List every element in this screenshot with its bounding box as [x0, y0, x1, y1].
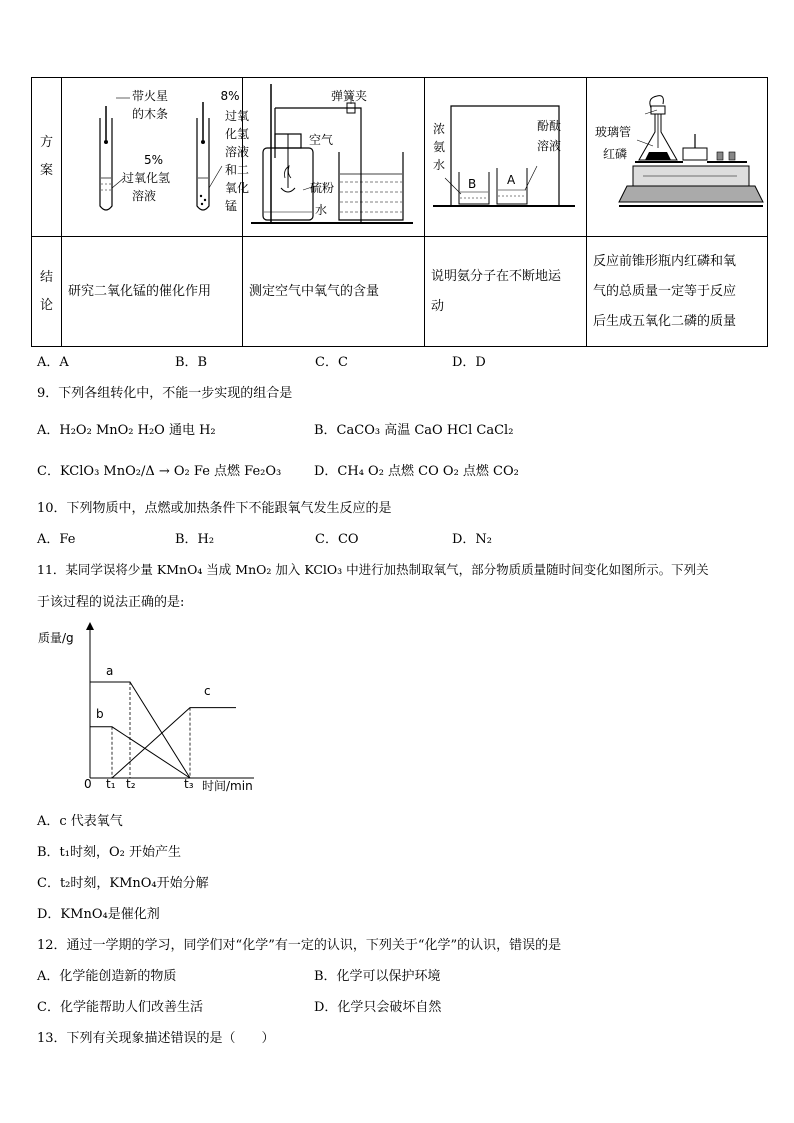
- q11-option-b[interactable]: B．t₁时刻，O₂ 开始产生: [37, 845, 181, 860]
- conclusion-4: 反应前锥形瓶内红磷和氧 气的总质量一定等于反应 后生成五氧化二磷的质量: [587, 237, 768, 347]
- label-ammonia-2: 氨: [433, 140, 446, 154]
- x-tick-0: 0: [84, 777, 92, 791]
- label-sulfur: 硫粉: [310, 181, 335, 195]
- label-beaker-b: B: [468, 177, 477, 191]
- q10-option-c[interactable]: C．CO: [315, 532, 359, 547]
- label-glass-tube: 玻璃管: [595, 125, 632, 139]
- q12-option-c[interactable]: C．化学能帮助人们改善生活: [37, 1000, 203, 1015]
- series-label-c: c: [204, 684, 211, 698]
- label-h2o2-8-4: 和二: [225, 163, 250, 177]
- label-h2o2-8-0: 8%: [220, 89, 240, 103]
- chart-series-group: [90, 682, 236, 778]
- q11-option-c[interactable]: C．t₂时刻，KMnO₄开始分解: [37, 876, 209, 891]
- label-splint-1: 带火星: [132, 89, 169, 103]
- q11-option-d[interactable]: D．KMnO₄是催化剂: [37, 907, 160, 922]
- conclusion-2: 测定空气中氧气的含量: [243, 237, 425, 347]
- mass-conservation-diagram: [587, 78, 767, 232]
- q10-stem: 10．下列物质中，点燃或加热条件下不能跟氧气发生反应的是: [37, 501, 392, 516]
- q12-option-d[interactable]: D．化学只会破坏自然: [314, 1000, 442, 1015]
- series-line-a: [90, 682, 190, 778]
- label-phenol-2: 溶液: [537, 139, 562, 153]
- row-head-scheme: 方 案: [32, 78, 62, 237]
- label-h2o2-8-1: 过氧: [225, 109, 250, 123]
- q8-option-a[interactable]: A．A: [37, 355, 69, 370]
- q11-stem-line2: 于该过程的说法正确的是:: [37, 595, 185, 610]
- conclusion-1: 研究二氧化锰的催化作用: [62, 237, 243, 347]
- q13-stem: 13．下列有关现象描述错误的是（ ）: [37, 1031, 275, 1046]
- ammonia-diffusion-diagram: [425, 78, 586, 232]
- scheme-cell-2: [243, 78, 425, 237]
- label-h2o2-5-c: 溶液: [132, 189, 157, 203]
- mass-time-chart: [34, 620, 274, 800]
- q10-option-d[interactable]: D．N₂: [452, 532, 493, 547]
- label-h2o2-5-a: 5%: [144, 153, 164, 167]
- label-beaker-a: A: [507, 173, 516, 187]
- label-h2o2-8-2: 化氢: [225, 127, 250, 141]
- label-air: 空气: [309, 133, 334, 147]
- x-axis-label: 时间/min: [202, 779, 253, 793]
- label-water: 水: [315, 203, 328, 217]
- q12-option-a[interactable]: A．化学能创造新的物质: [37, 969, 177, 984]
- row-head-conclusion: 结 论: [32, 237, 62, 347]
- series-label-a: a: [106, 664, 114, 678]
- q9-option-a[interactable]: A．H₂O₂ MnO₂ H₂O 通电 H₂: [37, 423, 216, 438]
- x-tick-t3: t₃: [184, 777, 194, 791]
- q11-stem-line1: 11．某同学误将少量 KMnO₄ 当成 MnO₂ 加入 KClO₃ 中进行加热制取氧气，部分物质质量随时间变化如图所示。下列关: [37, 562, 709, 577]
- q8-option-d[interactable]: D．D: [452, 355, 486, 370]
- label-h2o2-8-3: 溶液: [225, 145, 250, 159]
- label-h2o2-5-b: 过氧化氢: [122, 171, 171, 185]
- q11-option-a[interactable]: A．c 代表氧气: [37, 814, 123, 829]
- label-ammonia-3: 水: [433, 158, 446, 172]
- q8-option-b[interactable]: B．B: [175, 355, 208, 370]
- y-axis-label: 质量/g: [38, 631, 74, 645]
- q9-option-c[interactable]: C．KClO₃ MnO₂/Δ → O₂ Fe 点燃 Fe₂O₃: [37, 464, 282, 479]
- q12-stem: 12．通过一学期的学习，同学们对“化学”有一定的认识，下列关于“化学”的认识，错误的是: [37, 938, 562, 953]
- catalyst-experiment-diagram: [62, 78, 250, 232]
- q9-option-d[interactable]: D．CH₄ O₂ 点燃 CO O₂ 点燃 CO₂: [314, 464, 519, 479]
- scheme-cell-1: [62, 78, 250, 237]
- q9-stem: 9．下列各组转化中，不能一步实现的组合是: [37, 386, 293, 401]
- label-h2o2-8-5: 氧化: [225, 181, 250, 195]
- q12-option-b[interactable]: B．化学可以保护环境: [314, 969, 441, 984]
- x-tick-t1: t₁: [106, 777, 116, 791]
- label-red-phosphorus: 红磷: [603, 147, 628, 161]
- x-tick-t2: t₂: [126, 777, 136, 791]
- q9-option-b[interactable]: B．CaCO₃ 高温 CaO HCl CaCl₂: [314, 423, 514, 438]
- scheme-cell-4: [587, 78, 768, 237]
- label-phenol-1: 酚酞: [537, 119, 562, 133]
- series-label-b: b: [96, 707, 104, 721]
- label-ammonia-1: 浓: [433, 122, 446, 136]
- air-oxygen-experiment-diagram: [243, 78, 424, 232]
- label-splint-2: 的木条: [132, 107, 169, 121]
- conclusion-3: 说明氨分子在不断地运 动: [425, 237, 587, 347]
- label-h2o2-8-6: 锰: [225, 199, 238, 213]
- q10-option-b[interactable]: B．H₂: [175, 532, 215, 547]
- scheme-cell-3: [425, 78, 587, 237]
- label-spring-clip: 弹簧夹: [331, 89, 368, 103]
- q10-option-a[interactable]: A．Fe: [37, 532, 76, 547]
- experiment-table: [31, 77, 768, 347]
- q8-option-c[interactable]: C．C: [315, 355, 348, 370]
